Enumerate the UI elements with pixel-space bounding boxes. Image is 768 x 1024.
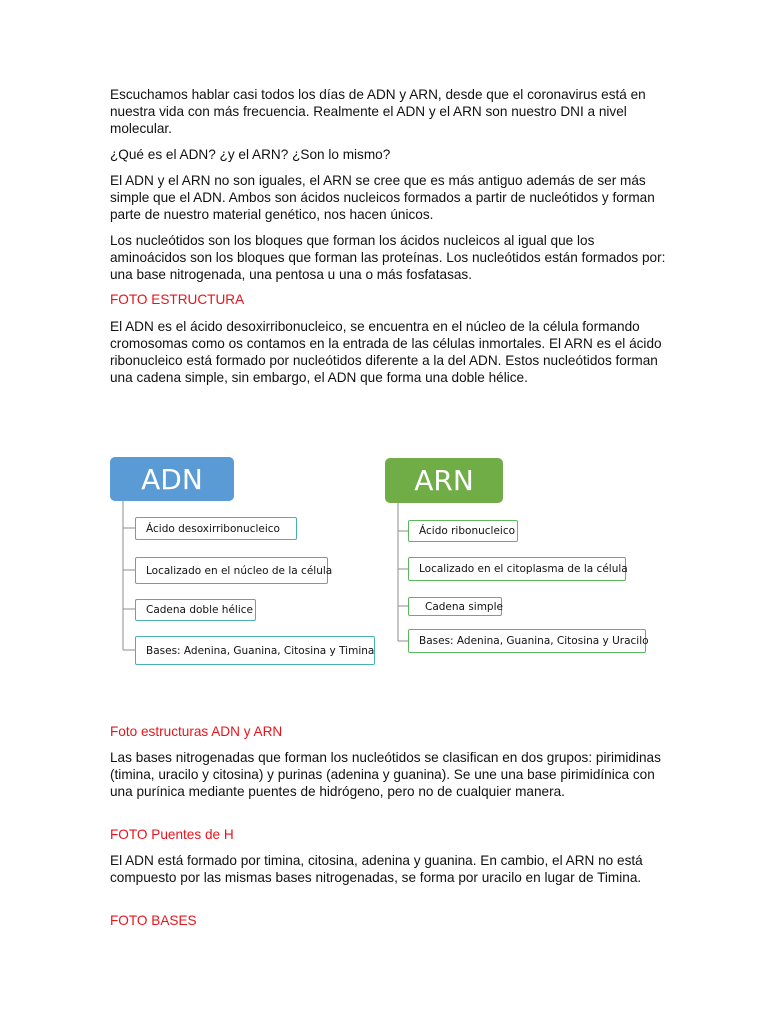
adn-item-3: Cadena doble hélice <box>135 599 256 621</box>
paragraph-bases: Las bases nitrogenadas que forman los nucleótidos se clasifican en dos grupos: pirimidinas (timina, uracilo y citosina) y purinas (adenina y guanina). Se une una base pirimidínica con una purínica mediante puentes de hidrógeno, pero no de cualquier manera. <box>110 750 661 799</box>
photo-placeholder-structure: FOTO ESTRUCTURA <box>110 292 245 307</box>
paragraph-question: ¿Qué es el ADN? ¿y el ARN? ¿Son lo mismo? <box>110 147 391 162</box>
photo-placeholder-bases: FOTO BASES <box>110 913 197 928</box>
adn-item-2: Localizado en el núcleo de la célula <box>135 557 328 584</box>
adn-header: ADN <box>110 457 234 501</box>
photo-placeholder-adn-arn: Foto estructuras ADN y ARN <box>110 724 283 739</box>
adn-item-4: Bases: Adenina, Guanina, Citosina y Timina <box>135 636 375 665</box>
paragraph-intro: Escuchamos hablar casi todos los días de ADN y ARN, desde que el coronavirus está en nuestra vida con más frecuencia. Realmente el ADN y el ARN son nuestro DNI a nivel molecular. <box>110 87 646 136</box>
arn-item-1: Ácido ribonucleico <box>408 520 518 542</box>
arn-item-3: Cadena simple <box>408 597 502 616</box>
photo-placeholder-hydrogen-bonds: FOTO Puentes de H <box>110 827 234 842</box>
arn-item-4: Bases: Adenina, Guanina, Citosina y Uracilo <box>408 629 646 653</box>
arn-item-2: Localizado en el citoplasma de la célula <box>408 557 626 581</box>
paragraph-nucleotides: Los nucleótidos son los bloques que forman los ácidos nucleicos al igual que los aminoácidos son los bloques que forman las proteínas. Los nucleótidos están formados por: una base nitrogenada, una pentosa u una o más fosfatasas. <box>110 233 666 282</box>
paragraph-differences: El ADN y el ARN no son iguales, el ARN se cree que es más antiguo además de ser más simple que el ADN. Ambos son ácidos nucleicos formados a partir de nucleótidos y forman parte de nuestro material genético, nos hacen únicos. <box>110 173 655 222</box>
paragraph-adn-arn: El ADN es el ácido desoxirribonucleico, se encuentra en el núcleo de la célula formando cromosomas como os contamos en la entrada de las células inmortales. El ARN es el ácido ribonucleico está formado por nucleótidos diferente a la del ADN. Estos nucleótidos forman una cadena simple, sin embargo, el ADN que forma una doble hélice. <box>110 319 662 385</box>
adn-item-1: Ácido desoxirribonucleico <box>135 517 297 540</box>
arn-header: ARN <box>385 458 503 503</box>
paragraph-composition: El ADN está formado por timina, citosina, adenina y guanina. En cambio, el ARN no está compuesto por las mismas bases nitrogenadas, se forma por uracilo en lugar de Timina. <box>110 853 643 885</box>
